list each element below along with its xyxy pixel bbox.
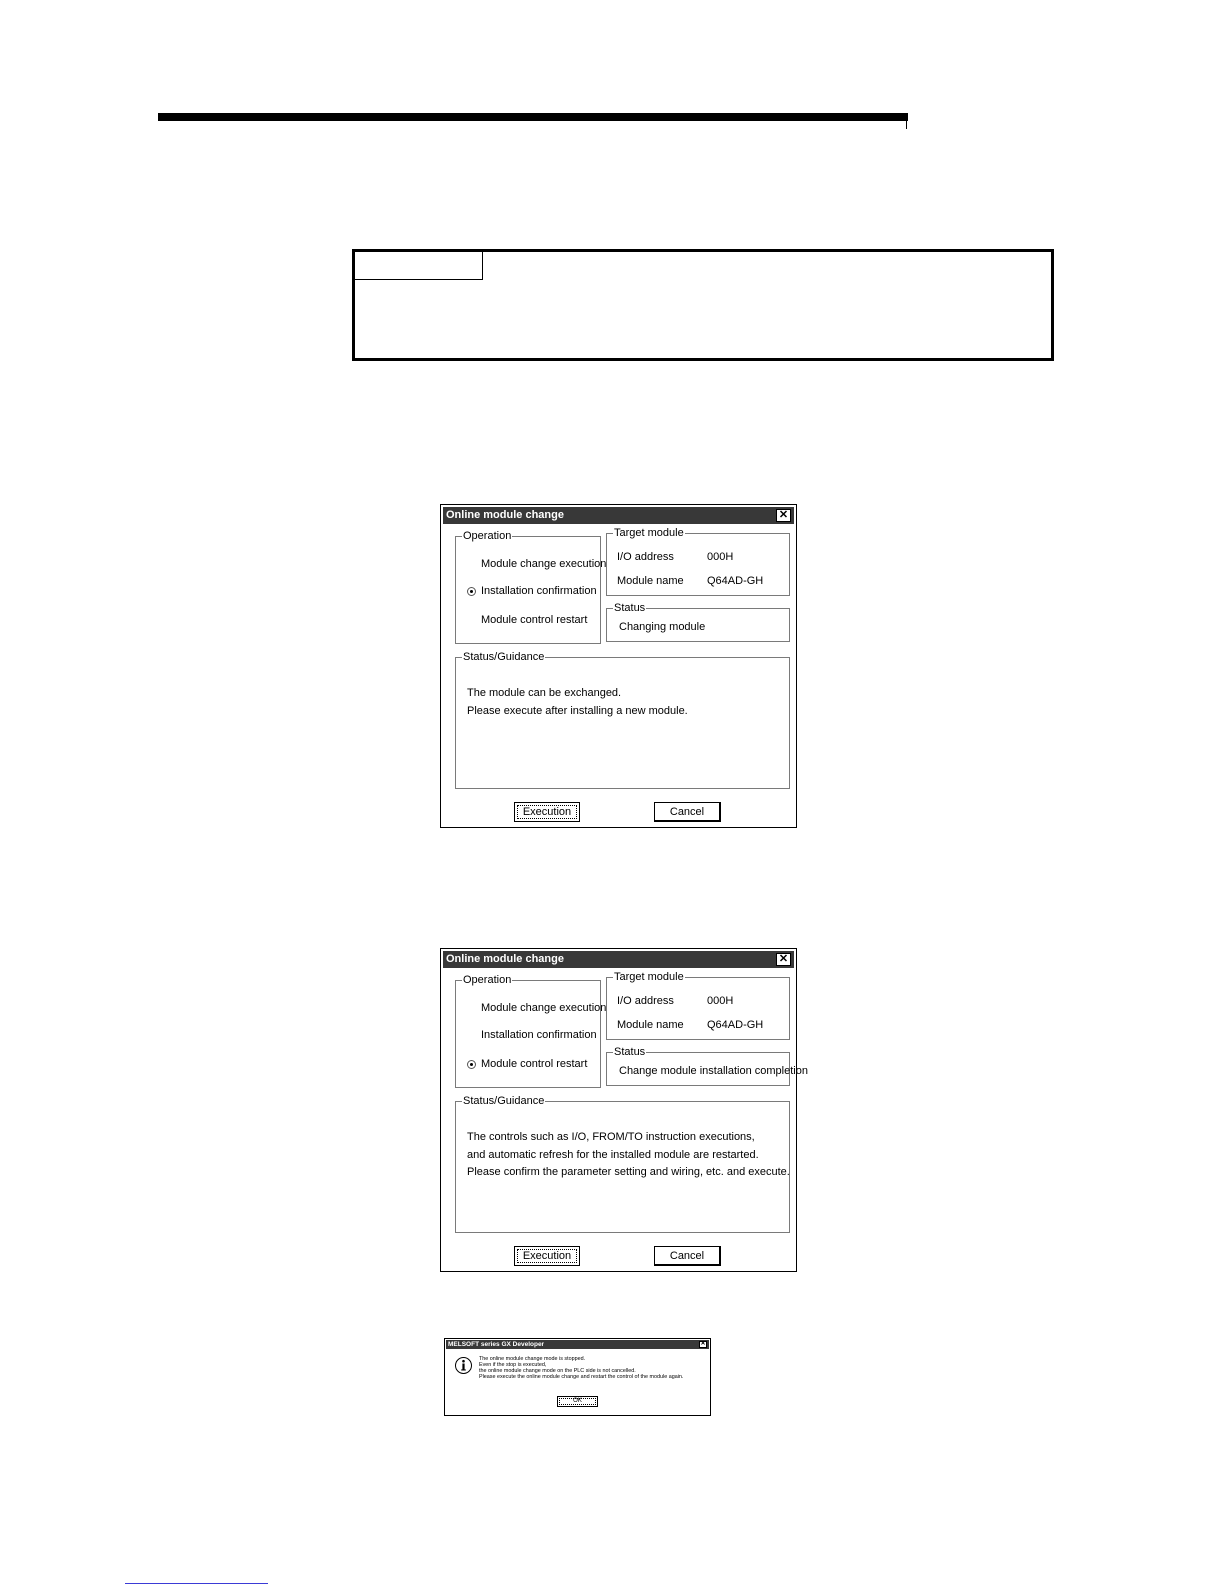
operation-legend: Operation	[463, 974, 512, 986]
guidance-line: The controls such as I/O, FROM/TO instruction executions,	[467, 1131, 755, 1143]
cancel-button[interactable]: Cancel	[654, 1246, 721, 1266]
guidance-line: The module can be exchanged.	[467, 687, 622, 699]
option-installation-confirmation[interactable]: Installation confirmation	[481, 1029, 597, 1041]
target-module-legend: Target module	[614, 971, 684, 983]
note-box	[352, 249, 1054, 361]
io-address-value: 000H	[707, 551, 734, 563]
gx-developer-message-box	[444, 1338, 711, 1416]
status-guidance-group	[455, 1095, 790, 1233]
guidance-text	[467, 685, 688, 720]
option-module-control-restart[interactable]: Module control restart	[481, 614, 588, 626]
io-address-label: I/O address	[617, 551, 674, 563]
guidance-line: Please execute after installing a new module.	[467, 704, 688, 717]
status-text: Change module installation completion	[619, 1065, 808, 1077]
execution-button[interactable]: Execution	[514, 802, 580, 822]
target-module-legend: Target module	[614, 527, 684, 539]
dialog-titlebar	[443, 507, 794, 524]
operation-group	[455, 974, 607, 1088]
status-guidance-legend: Status/Guidance	[463, 1095, 545, 1107]
message-box-title: MELSOFT series GX Developer	[448, 1341, 545, 1348]
online-module-change-dialog-2	[440, 948, 808, 1272]
status-text: Changing module	[619, 621, 706, 633]
guidance-text	[467, 1129, 790, 1182]
status-group	[606, 1046, 808, 1086]
module-name-row	[617, 574, 764, 588]
dialog-titlebar	[443, 951, 794, 968]
message-line: Even if the stop is executed,	[479, 1362, 547, 1369]
option-installation-confirmation[interactable]: Installation confirmation	[481, 585, 597, 597]
operation-legend: Operation	[463, 530, 512, 542]
module-name-label: Module name	[617, 1019, 684, 1031]
io-address-value: 000H	[707, 995, 734, 1007]
info-icon	[454, 1356, 473, 1375]
option-module-change-execution[interactable]: Module change execution	[481, 1002, 607, 1014]
module-name-label: Module name	[617, 575, 684, 587]
message-line: the online module change mode on the PLC side is not cancelled.	[479, 1368, 636, 1375]
status-group	[606, 602, 790, 642]
status-guidance-legend: Status/Guidance	[463, 651, 545, 663]
option-module-change-execution[interactable]: Module change execution	[481, 558, 607, 570]
io-address-label: I/O address	[617, 995, 674, 1007]
close-icon[interactable]: ✕	[776, 953, 791, 966]
module-name-value: Q64AD-GH	[707, 575, 764, 587]
message-line: The online module change mode is stopped.	[479, 1356, 586, 1362]
ok-button[interactable]: OK	[557, 1396, 598, 1407]
guidance-line: Please confirm the parameter setting and wiring, etc. and execute.	[467, 1166, 790, 1178]
online-module-change-dialog-1	[440, 504, 797, 828]
io-address-row	[617, 994, 734, 1008]
status-legend: Status	[614, 602, 646, 614]
status-guidance-group	[455, 651, 790, 789]
dialog-title: Online module change	[446, 953, 564, 965]
header-rule-tick	[906, 121, 907, 129]
module-name-row	[617, 1018, 764, 1032]
option-module-control-restart[interactable]: Module control restart	[481, 1058, 588, 1070]
cancel-button[interactable]: Cancel	[654, 802, 721, 822]
guidance-line: and automatic refresh for the installed module are restarted.	[467, 1148, 759, 1161]
message-line: Please execute the online module change and restart the control of the module again.	[479, 1374, 684, 1381]
close-icon[interactable]: ✕	[776, 509, 791, 522]
message-box-titlebar	[446, 1340, 709, 1349]
target-module-group	[606, 971, 790, 1040]
execution-button[interactable]: Execution	[514, 1246, 580, 1266]
dialog-title: Online module change	[446, 509, 564, 521]
io-address-row	[617, 550, 734, 564]
note-tab	[355, 252, 483, 280]
target-module-group	[606, 527, 790, 596]
radio-selected-icon[interactable]	[467, 1060, 476, 1069]
close-icon[interactable]: ✕	[700, 1341, 706, 1347]
operation-group	[455, 530, 607, 644]
radio-selected-icon[interactable]	[467, 587, 476, 596]
header-rule	[158, 113, 908, 121]
module-name-value: Q64AD-GH	[707, 1019, 764, 1031]
status-legend: Status	[614, 1046, 646, 1058]
message-text	[479, 1356, 683, 1380]
